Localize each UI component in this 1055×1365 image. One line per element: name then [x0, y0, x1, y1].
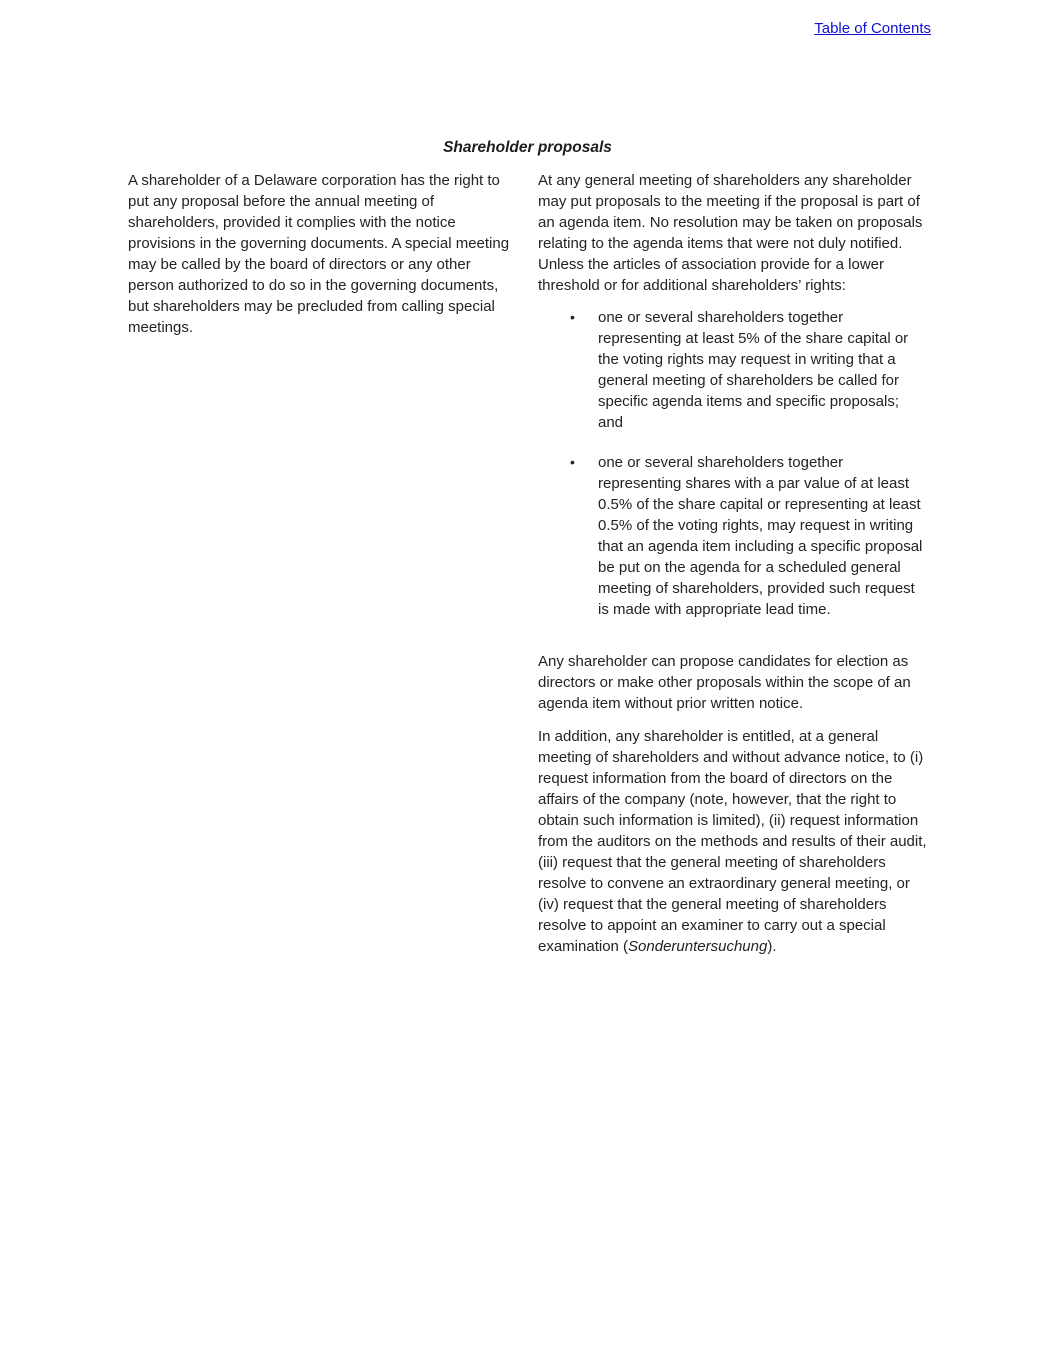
bullet-text: one or several shareholders together representing at least 5% of the share capital or the voting rights may request in writing that a general meeting of shareholders be called for specific agenda items and specific proposals; and — [598, 309, 909, 431]
right-paragraph-3-closing: ). — [767, 938, 777, 955]
left-column-delaware — [128, 170, 518, 967]
right-paragraph-3-text: In addition, any shareholder is entitled, at a general meeting of shareholders and without advance notice, to (i) request information from the board of directors on the affairs of the company (note, however, that the right to obtain such information is limited), (ii) request information from the auditors on the methods and results of their audit, (iii) request that the general meeting of shareholders resolve to convene an extraordinary general meeting, or (iv) request that the general meeting of shareholders resolve to appoint an examiner to carry out a special examination ( — [538, 728, 927, 955]
bullet-icon: • — [570, 309, 575, 325]
bullet-text: one or several shareholders together representing shares with a par value of at least 0.5% of the share capital or representing at least 0.5% of the voting rights, may request in writing that an agenda item including a specific proposal be put on the agenda for a scheduled general meeting of shareholders, provided such request is made with appropriate lead time. — [598, 454, 923, 618]
right-paragraph-2: Any shareholder can propose candidates for election as directors or make other proposals within the scope of an agenda item without prior written notice. — [538, 653, 911, 712]
bullet-list — [538, 307, 928, 620]
list-item — [570, 452, 928, 620]
list-item — [570, 307, 928, 433]
right-column-swiss — [538, 170, 928, 967]
right-paragraph-3 — [538, 726, 928, 957]
right-paragraph-3-italic-term: Sonderuntersuchung — [628, 938, 768, 955]
bullet-icon: • — [570, 454, 575, 470]
table-of-contents-link[interactable]: Table of Contents — [814, 20, 931, 37]
section-heading: Shareholder proposals — [443, 139, 612, 156]
right-intro-paragraph: At any general meeting of shareholders any shareholder may put proposals to the meeting if the proposal is part of an agenda item. No resolution may be taken on proposals relating to the agenda items that were not duly notified. Unless the articles of association provide for a lower threshold or for additional shareholders’ rights: — [538, 172, 923, 294]
two-column-layout — [0, 170, 1055, 967]
left-paragraph-1: A shareholder of a Delaware corporation has the right to put any proposal before the annual meeting of shareholders, provided it complies with the notice provisions in the governing documents. A special meeting may be called by the board of directors or any other person authorized to do so in the governing documents, but shareholders may be precluded from calling special meetings. — [128, 172, 510, 336]
